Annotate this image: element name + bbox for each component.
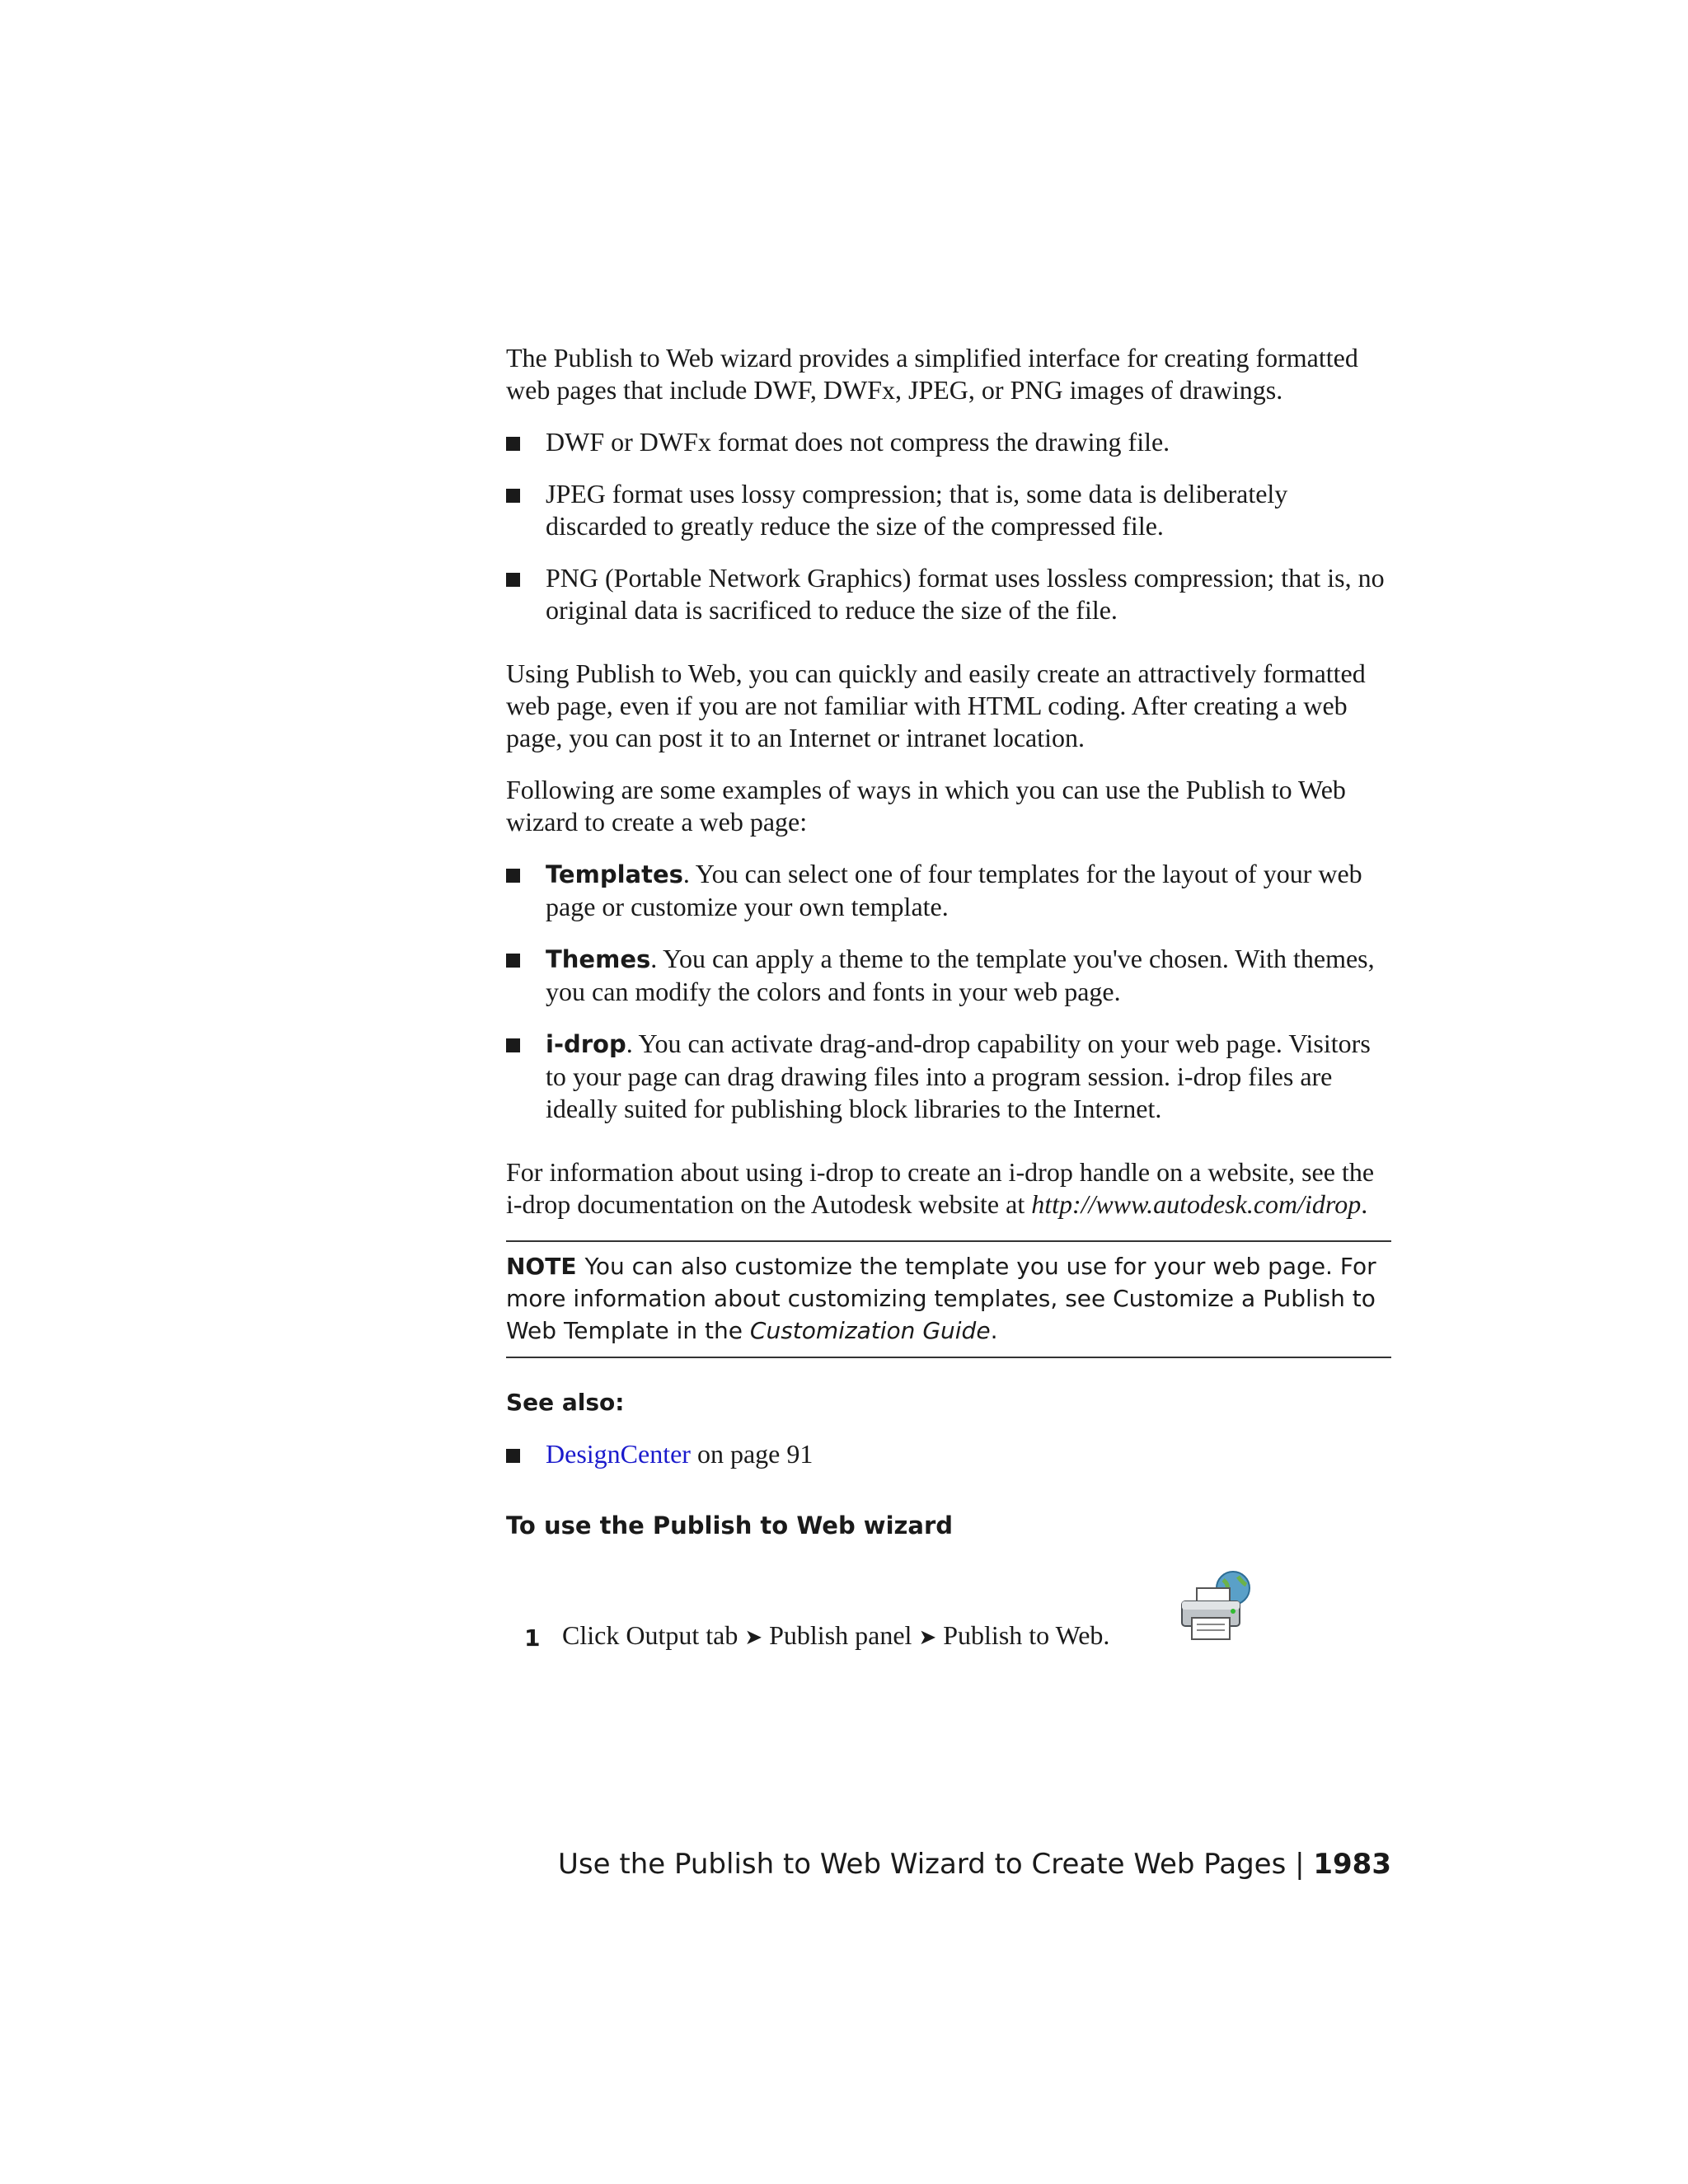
page-content <box>506 342 1391 1654</box>
bullet-square-icon <box>506 1449 520 1463</box>
page-footer <box>558 1848 1391 1881</box>
list-item: DWF or DWFx format does not compress the drawing file. <box>506 426 1391 458</box>
designcenter-link[interactable]: DesignCenter <box>546 1439 691 1469</box>
bullet-square-icon <box>506 869 520 883</box>
format-list <box>506 426 1391 626</box>
footer-title: Use the Publish to Web Wizard to Create Web Pages | <box>558 1848 1314 1881</box>
idrop-info-paragraph: For information about using i-drop to create an i-drop handle on a website, see the i-drop documentation on the Autodesk website at http://www.autodesk.com/idrop. <box>506 1157 1375 1219</box>
note-label: NOTE <box>506 1253 577 1280</box>
bullet-square-icon <box>506 489 520 503</box>
note-box: NOTE You can also customize the template you use for your web page. For more information about customizing templates, see Customize a Publish to Web Template in the Customization Guide. <box>506 1240 1391 1358</box>
intro-paragraph: The Publish to Web wizard provides a simplified interface for creating formatted web pages that include DWF, DWFx, JPEG, or PNG images of drawings. <box>506 343 1358 405</box>
list-item: Themes. You can apply a theme to the template you've chosen. With themes, you can modify the colors and fonts in your web page. <box>506 943 1391 1008</box>
publish-benefits-paragraph: Using Publish to Web, you can quickly and easily create an attractively formatted web page, even if you are not familiar with HTML coding. After creating a web page, you can post it to an Internet or intranet location. <box>506 658 1366 752</box>
customization-guide-title: Customization Guide <box>749 1317 991 1344</box>
step-number: 1 <box>524 1624 541 1652</box>
examples-intro-paragraph: Following are some examples of ways in which you can use the Publish to Web wizard to create a web page: <box>506 775 1346 837</box>
see-also-heading: See also: <box>506 1389 625 1416</box>
step-text: Click Output tab ➤ Publish panel ➤ Publish to Web. <box>562 1620 1110 1650</box>
list-item: Templates. You can select one of four templates for the layout of your web page or customize your own template. <box>506 858 1391 923</box>
list-item: PNG (Portable Network Graphics) format uses lossless compression; that is, no original data is sacrificed to reduce the size of the file. <box>506 562 1391 626</box>
idrop-url: http://www.autodesk.com/idrop <box>1031 1189 1362 1219</box>
bullet-square-icon <box>506 437 520 451</box>
bullet-square-icon <box>506 573 520 587</box>
publish-to-web-icon <box>1175 1568 1254 1647</box>
bullet-square-icon <box>506 1038 520 1052</box>
term-i-drop: i-drop <box>546 1030 626 1058</box>
term-templates: Templates <box>546 860 683 888</box>
arrow-icon: ➤ <box>918 1625 937 1649</box>
arrow-icon: ➤ <box>744 1625 763 1649</box>
list-item: JPEG format uses lossy compression; that is, some data is deliberately discarded to greatly reduce the size of the compressed file. <box>506 478 1391 542</box>
see-also-list <box>506 1438 1391 1470</box>
list-item: i-drop. You can activate drag-and-drop capability on your web page. Visitors to your page can drag drawing files into a program session. i-drop files are ideally suited for publishing block libraries to the Internet. <box>506 1028 1391 1125</box>
list-item: DesignCenter on page 91 <box>506 1438 1391 1470</box>
feature-list <box>506 858 1391 1125</box>
procedure-step <box>506 1568 1391 1654</box>
term-themes: Themes <box>546 945 651 973</box>
procedure-heading: To use the Publish to Web wizard <box>506 1511 954 1540</box>
page-number: 1983 <box>1313 1848 1391 1881</box>
bullet-square-icon <box>506 954 520 968</box>
